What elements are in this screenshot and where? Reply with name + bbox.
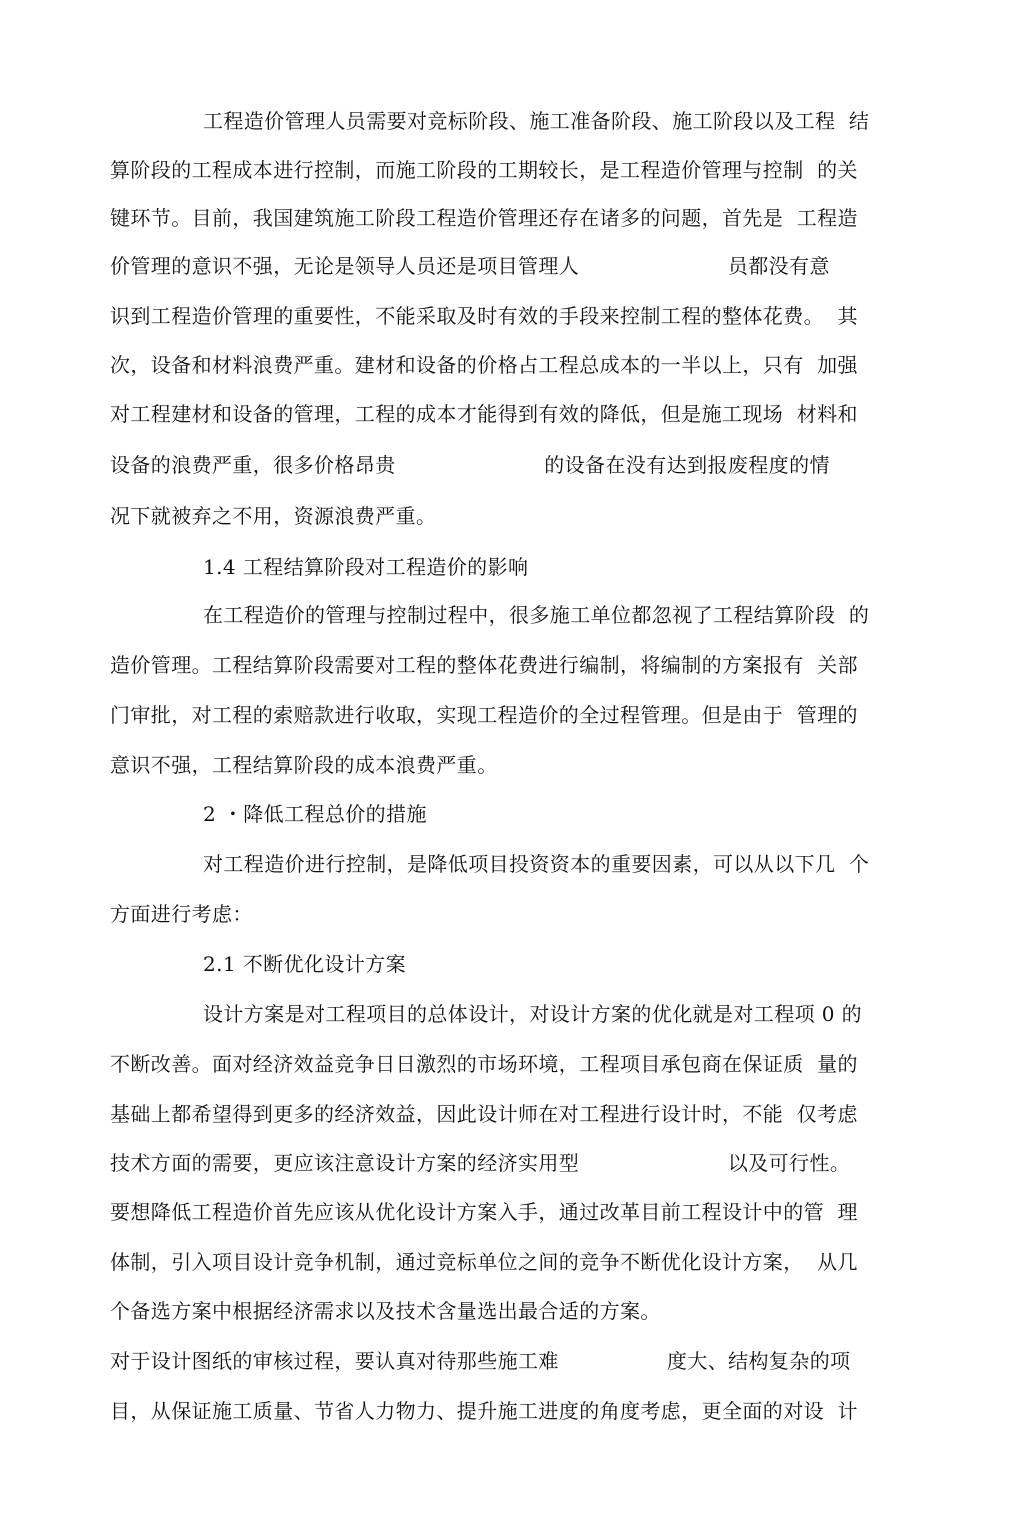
paragraph-line: 不断改善。面对经济效益竞争日日激烈的市场环境，工程项目承包商在保证质 量的 [110,1052,858,1076]
paragraph-line: 对于设计图纸的审核过程，要认真对待那些施工难 度大、结构复杂的项 [110,1349,851,1373]
section-heading: 2 ・降低工程总价的措施 [203,802,427,826]
paragraph-line: 设备的浪费严重，很多价格昂贵 的设备在没有达到报废程度的情 [110,453,830,477]
paragraph-line: 键环节。目前，我国建筑施工阶段工程造价管理还存在诸多的问题，首先是 工程造 [110,206,858,230]
paragraph-line: 基础上都希望得到更多的经济效益，因此设计师在对工程进行设计时，不能 仅考虑 [110,1102,858,1126]
paragraph-line: 算阶段的工程成本进行控制，而施工阶段的工期较长，是工程造价管理与控制 的关 [110,158,858,182]
paragraph-line: 次，设备和材料浪费严重。建材和设备的价格占工程总成本的一半以上，只有 加强 [110,353,858,377]
paragraph-line: 况下就被弃之不用，资源浪费严重。 [110,504,437,528]
paragraph-line: 目，从保证施工质量、节省人力物力、提升施工进度的角度考虑，更全面的对设 计 [110,1399,858,1423]
section-heading: 1.4 工程结算阶段对工程造价的影响 [203,555,529,579]
paragraph-line: 造价管理。工程结算阶段需要对工程的整体花费进行编制，将编制的方案报有 关部 [110,653,858,677]
paragraph-line: 工程造价管理人员需要对竞标阶段、施工准备阶段、施工阶段以及工程 结 [203,109,870,133]
paragraph-line: 对工程造价进行控制，是降低项目投资资本的重要因素，可以从以下几 个 [203,852,870,876]
paragraph-line: 设计方案是对工程项目的总体设计，对设计方案的优化就是对工程项 0 的 [203,1002,863,1026]
paragraph-line: 个备选方案中根据经济需求以及技术含量选出最合适的方案。 [110,1299,661,1323]
paragraph-line: 方面进行考虑： [110,902,253,926]
paragraph-line: 在工程造价的管理与控制过程中，很多施工单位都忽视了工程结算阶段 的 [203,603,870,627]
paragraph-line: 意识不强，工程结算阶段的成本浪费严重。 [110,753,498,777]
paragraph-line: 门审批，对工程的索赔款进行收取，实现工程造价的全过程管理。但是由于 管理的 [110,703,858,727]
paragraph-line: 体制，引入项目设计竞争机制，通过竞标单位之间的竞争不断优化设计方案， 从几 [110,1250,858,1274]
paragraph-line: 识到工程造价管理的重要性，不能采取及时有效的手段来控制工程的整体花费。 其 [110,304,858,328]
paragraph-line: 对工程建材和设备的管理，工程的成本才能得到有效的降低，但是施工现场 材料和 [110,402,858,426]
paragraph-line: 技术方面的需要，更应该注意设计方案的经济实用型 以及可行性。 [110,1151,851,1175]
section-heading: 2.1 不断优化设计方案 [203,952,406,976]
paragraph-line: 价管理的意识不强，无论是领导人员还是项目管理人 员都没有意 [110,254,830,278]
paragraph-line: 要想降低工程造价首先应该从优化设计方案入手，通过改革目前工程设计中的管 理 [110,1200,858,1224]
